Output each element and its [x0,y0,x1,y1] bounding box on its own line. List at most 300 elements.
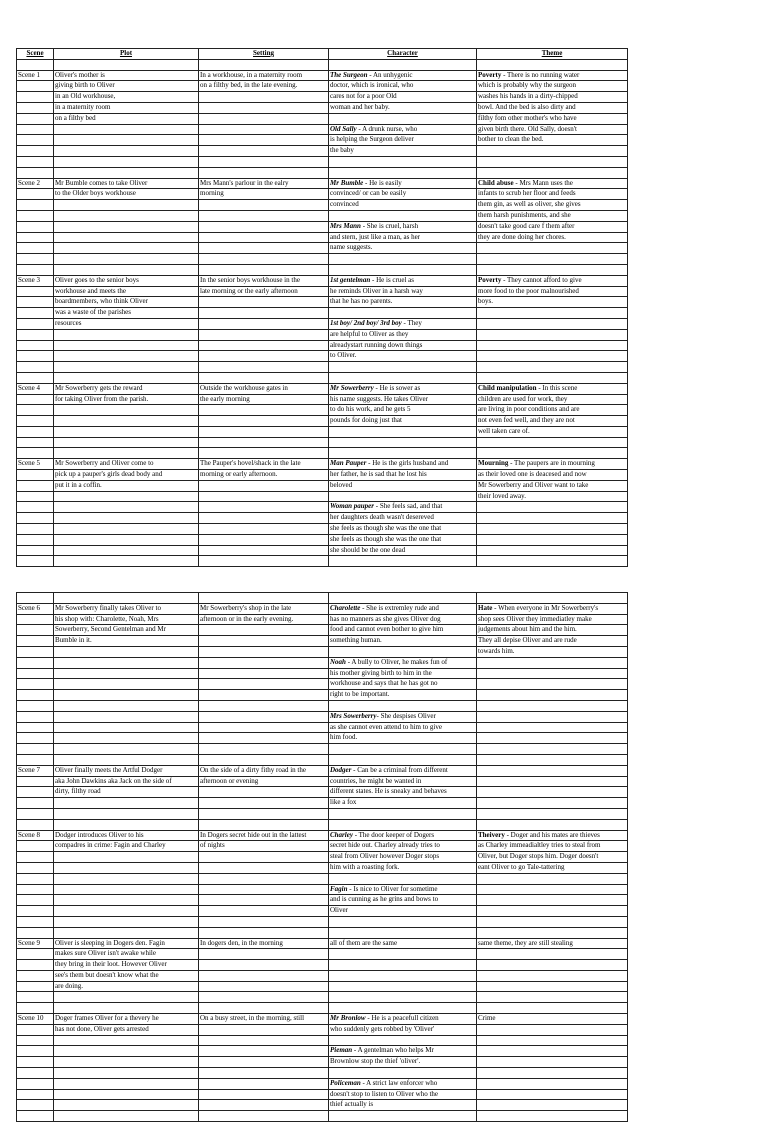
character-description: - They [401,318,422,327]
setting-cell [199,124,329,135]
character-cell [329,603,477,614]
theme-cell [477,981,628,992]
setting-cell [199,1035,329,1046]
character-cell [329,862,477,873]
character-name: Mr Bronlow [330,1014,366,1023]
scene-row-continued [17,884,628,895]
character-description: thief actually is [330,1100,374,1109]
setting-cell [199,852,329,863]
character-cell [329,733,477,744]
empty-cell [199,593,329,604]
scene-label [17,981,54,992]
plot-cell: compadres in crime: Fagin and Charley [54,841,199,852]
theme-cell [477,318,628,329]
empty-cell [477,448,628,459]
setting-cell [199,744,329,755]
plot-cell: Bumble in it. [54,636,199,647]
plot-cell: was a waste of the parishes [54,308,199,319]
theme-cell [477,286,628,297]
empty-cell [54,593,199,604]
scene-label [17,135,54,146]
plot-cell [54,1068,199,1079]
scene-label [17,787,54,798]
theme-cell [477,405,628,416]
scene-row-continued [17,491,628,502]
character-cell [329,938,477,949]
character-description: something human. [330,636,382,645]
character-cell [329,286,477,297]
theme-cell [477,524,628,535]
scene-label [17,437,54,448]
character-description: cares not for a poor Old [330,92,397,101]
scene-label [17,733,54,744]
theme-cell [477,906,628,917]
plot-cell [54,798,199,809]
scene-row-continued [17,437,628,448]
character-cell [329,92,477,103]
setting-cell [199,491,329,502]
plot-cell: boardmembers, who think Oliver [54,297,199,308]
scene-row-continued [17,1100,628,1111]
theme-cell [477,426,628,437]
theme-cell [477,614,628,625]
plot-cell [54,1089,199,1100]
scene-row-continued [17,81,628,92]
scene-label [17,744,54,755]
character-cell [329,646,477,657]
character-description: name suggests. [330,243,373,252]
character-description: him with a roasting fork. [330,862,400,871]
character-cell [329,992,477,1003]
scene-row-continued [17,92,628,103]
theme-cell [477,830,628,841]
plot-cell [54,895,199,906]
plot-cell: in a maternity room [54,102,199,113]
scene-row-continued [17,480,628,491]
character-description: and stern, just like a man, as her [330,232,421,241]
scene-row-continued [17,502,628,513]
scene-label [17,113,54,124]
character-description: like a fox [330,798,357,807]
character-description: - She is extremley rude and [360,603,439,612]
scene-row-continued [17,470,628,481]
setting-cell [199,340,329,351]
scene-row [17,765,628,776]
plot-cell [54,210,199,221]
scene-table-1 [16,48,628,567]
theme-cell [477,329,628,340]
scene-row-continued [17,906,628,917]
character-cell [329,232,477,243]
plot-cell: put it in a coffin. [54,480,199,491]
theme-cell [477,210,628,221]
character-name: Mrs Sowerberry [330,711,377,720]
scene-row-continued [17,351,628,362]
character-cell [329,981,477,992]
character-cell [329,351,477,362]
theme-cell [477,146,628,157]
character-cell [329,426,477,437]
setting-cell: On the side of a dirty fithy road in the [199,765,329,776]
plot-cell [54,700,199,711]
scene-label [17,700,54,711]
scene-label [17,340,54,351]
scene-label [17,1068,54,1079]
character-cell [329,318,477,329]
scene-label [17,243,54,254]
plot-cell: Oliver is sleeping in Dogers den. Fagin [54,938,199,949]
character-cell [329,1068,477,1079]
character-cell [329,135,477,146]
character-description: to do his work, and he gets 5 [330,405,411,414]
empty-cell [17,167,54,178]
theme-cell [477,765,628,776]
character-cell [329,625,477,636]
column-header: Character [329,49,477,60]
character-description: - Is nice to Oliver for sometime [347,884,438,893]
plot-cell [54,340,199,351]
scene-label [17,668,54,679]
scene-row-continued [17,545,628,556]
plot-cell: see's them but doesn't know what the [54,970,199,981]
blank-row [17,167,628,178]
theme-name: Hate [478,603,493,612]
empty-cell [477,593,628,604]
empty-cell [17,819,54,830]
character-description: to Oliver. [330,351,357,360]
scene-label [17,711,54,722]
theme-cell [477,275,628,286]
empty-cell [329,1003,477,1014]
empty-cell [477,754,628,765]
plot-cell [54,733,199,744]
character-cell [329,657,477,668]
setting-cell: late morning or the early afternoon [199,286,329,297]
setting-cell [199,787,329,798]
theme-cell [477,113,628,124]
scene-label [17,625,54,636]
scene-row [17,603,628,614]
plot-cell [54,254,199,265]
setting-cell: On a busy street, in the morning, still [199,1014,329,1025]
scene-table-2 [16,592,628,1122]
character-description: all of them are the same [330,938,398,947]
blank-row [17,927,628,938]
blank-row [17,754,628,765]
theme-cell [477,700,628,711]
scene-label [17,189,54,200]
scene-label [17,1024,54,1035]
theme-description: Oliver, but Doger stops him. Doger doesn't [478,852,599,861]
theme-description: as their loved one is deacesed and now [478,470,587,479]
character-name: Noah [330,657,346,666]
plot-cell: on a filthy bed [54,113,199,124]
setting-cell: morning [199,189,329,200]
scene-row-continued [17,690,628,701]
theme-cell [477,1035,628,1046]
plot-cell [54,646,199,657]
theme-cell [477,949,628,960]
plot-cell [54,916,199,927]
character-description: her daughters death wasn't desereved [330,513,434,522]
character-cell [329,545,477,556]
scene-label [17,286,54,297]
scene-label [17,146,54,157]
plot-cell [54,146,199,157]
character-cell [329,776,477,787]
empty-cell [199,59,329,70]
plot-cell [54,156,199,167]
empty-cell [477,1003,628,1014]
setting-cell [199,437,329,448]
scene-label [17,210,54,221]
scene-row-continued [17,679,628,690]
character-cell [329,1078,477,1089]
theme-cell [477,1057,628,1068]
character-cell [329,1057,477,1068]
character-description: beloved [330,480,353,489]
scene-row-continued [17,513,628,524]
setting-cell [199,1111,329,1122]
theme-cell [477,895,628,906]
scene-row [17,70,628,81]
scene-row-continued [17,156,628,167]
character-name: Policeman [330,1078,361,1087]
character-cell [329,808,477,819]
plot-cell: pick up a pauper's girls dead body and [54,470,199,481]
plot-cell: Oliver goes to the senior boys [54,275,199,286]
theme-cell [477,679,628,690]
character-cell [329,970,477,981]
theme-cell [477,970,628,981]
character-cell [329,841,477,852]
setting-cell [199,426,329,437]
theme-cell [477,502,628,513]
plot-cell [54,906,199,917]
setting-cell [199,798,329,809]
plot-cell [54,1111,199,1122]
character-cell [329,480,477,491]
scene-row [17,938,628,949]
theme-cell [477,437,628,448]
empty-cell [17,59,54,70]
theme-description: judgements about him and the him. [478,625,577,634]
character-description: the baby [330,146,354,155]
character-name: 1st gentelman [330,275,371,284]
theme-cell [477,102,628,113]
scene-label [17,491,54,502]
plot-cell [54,232,199,243]
character-description: - He is cruel as [370,275,414,284]
scene-label [17,1089,54,1100]
character-name: Man Pauper [330,459,367,468]
theme-cell [477,383,628,394]
plot-cell [54,852,199,863]
theme-cell [477,690,628,701]
character-cell [329,362,477,373]
empty-cell [329,927,477,938]
theme-cell [477,625,628,636]
character-description: woman and her baby. [330,102,390,111]
scene-row-continued [17,960,628,971]
empty-cell [199,927,329,938]
scene-label [17,545,54,556]
scene-row-continued [17,700,628,711]
setting-cell: In dogers den, in the morning [199,938,329,949]
character-description: - A gentelman who helps Mr [352,1046,434,1055]
character-name: The Surgeon [330,70,368,79]
theme-name: Poverty [478,275,502,284]
theme-description: towards him. [478,646,515,655]
scene-label [17,1057,54,1068]
character-name: Fagin [330,884,348,893]
scene-row-continued [17,916,628,927]
scene-row-continued [17,1078,628,1089]
plot-cell [54,992,199,1003]
character-cell [329,254,477,265]
character-description: food and cannot even bother to give him [330,625,444,634]
theme-cell [477,470,628,481]
character-cell [329,765,477,776]
scene-row-continued [17,625,628,636]
plot-cell: Dodger introduces Oliver to his [54,830,199,841]
scene-row-continued [17,124,628,135]
setting-cell: afternoon or in the early evening. [199,614,329,625]
setting-cell [199,960,329,971]
scene-row-continued [17,102,628,113]
theme-description: as Charley immeadialtley tries to steal from [478,841,601,850]
scene-row-continued [17,636,628,647]
theme-cell [477,1014,628,1025]
scene-row-continued [17,221,628,232]
character-description: right to be important. [330,690,390,699]
theme-description: their loved away. [478,491,526,500]
character-cell [329,113,477,124]
blank-row [17,593,628,604]
theme-description: same theme, they are still stealing [478,938,573,947]
theme-description: - In this scene [536,383,578,392]
theme-description: they are done doing her chores. [478,232,566,241]
blank-row [17,59,628,70]
empty-cell [329,372,477,383]
empty-cell [199,448,329,459]
scene-row-continued [17,1035,628,1046]
plot-cell [54,1078,199,1089]
theme-cell [477,545,628,556]
empty-cell [477,167,628,178]
setting-cell [199,297,329,308]
empty-cell [199,167,329,178]
character-cell [329,437,477,448]
theme-name: Child abuse [478,178,514,187]
theme-cell [477,603,628,614]
character-description: she should be the one dead [330,545,406,554]
character-description: she feels as though she was the one that [330,534,442,543]
theme-description: more food to the poor malnourished [478,286,579,295]
setting-cell: afternoon or evening [199,776,329,787]
theme-cell [477,852,628,863]
character-cell [329,1089,477,1100]
plot-cell [54,524,199,535]
plot-cell [54,426,199,437]
setting-cell [199,200,329,211]
plot-cell [54,491,199,502]
character-cell [329,200,477,211]
character-cell [329,852,477,863]
character-description: pounds for doing just that [330,416,402,425]
plot-cell [54,1035,199,1046]
plot-cell: Mr Sowerberry gets the reward [54,383,199,394]
character-cell [329,787,477,798]
scene-row-continued [17,135,628,146]
plot-cell [54,545,199,556]
plot-cell [54,329,199,340]
character-description: she feels as though she was the one that [330,524,442,533]
scene-label [17,798,54,809]
setting-cell [199,700,329,711]
scene-label: Scene 9 [17,938,54,949]
scene-label [17,221,54,232]
blank-row [17,264,628,275]
theme-cell [477,124,628,135]
scene-label [17,1078,54,1089]
empty-cell [54,927,199,938]
theme-description: - Doger and his mates are thieves [504,830,600,839]
empty-cell [199,264,329,275]
plot-cell: his shop with: Charolette, Noah, Mrs [54,614,199,625]
column-header: Scene [17,49,54,60]
empty-cell [477,927,628,938]
empty-cell [329,167,477,178]
character-description: - Can be a criminal from different [351,765,448,774]
empty-cell [477,264,628,275]
setting-cell [199,210,329,221]
theme-cell [477,232,628,243]
scene-row-continued [17,232,628,243]
theme-cell [477,733,628,744]
theme-description: - When everyone in Mr Sowerberry's [492,603,599,612]
setting-cell [199,895,329,906]
plot-cell [54,405,199,416]
character-name: Mr Bumble [330,178,364,187]
scene-row-continued [17,798,628,809]
scene-label [17,884,54,895]
scene-row-continued [17,1089,628,1100]
setting-cell [199,545,329,556]
scene-row-continued [17,873,628,884]
plot-cell: in an Old workhouse, [54,92,199,103]
empty-cell [329,264,477,275]
setting-cell [199,102,329,113]
header-row [17,49,628,60]
scene-label [17,308,54,319]
character-description: is helping the Surgeon deliver [330,135,414,144]
scene-label [17,480,54,491]
plot-cell: makes sure Oliver isn't awake while [54,949,199,960]
theme-description: washes his hands in a dirty-chipped [478,92,578,101]
scene-label [17,502,54,513]
scene-row-continued [17,776,628,787]
scene-row-continued [17,1057,628,1068]
setting-cell [199,906,329,917]
plot-cell: Mr Sowerberry finally takes Oliver to [54,603,199,614]
plot-cell [54,711,199,722]
setting-cell [199,625,329,636]
character-cell [329,394,477,405]
plot-cell [54,668,199,679]
setting-cell [199,502,329,513]
scene-label [17,351,54,362]
